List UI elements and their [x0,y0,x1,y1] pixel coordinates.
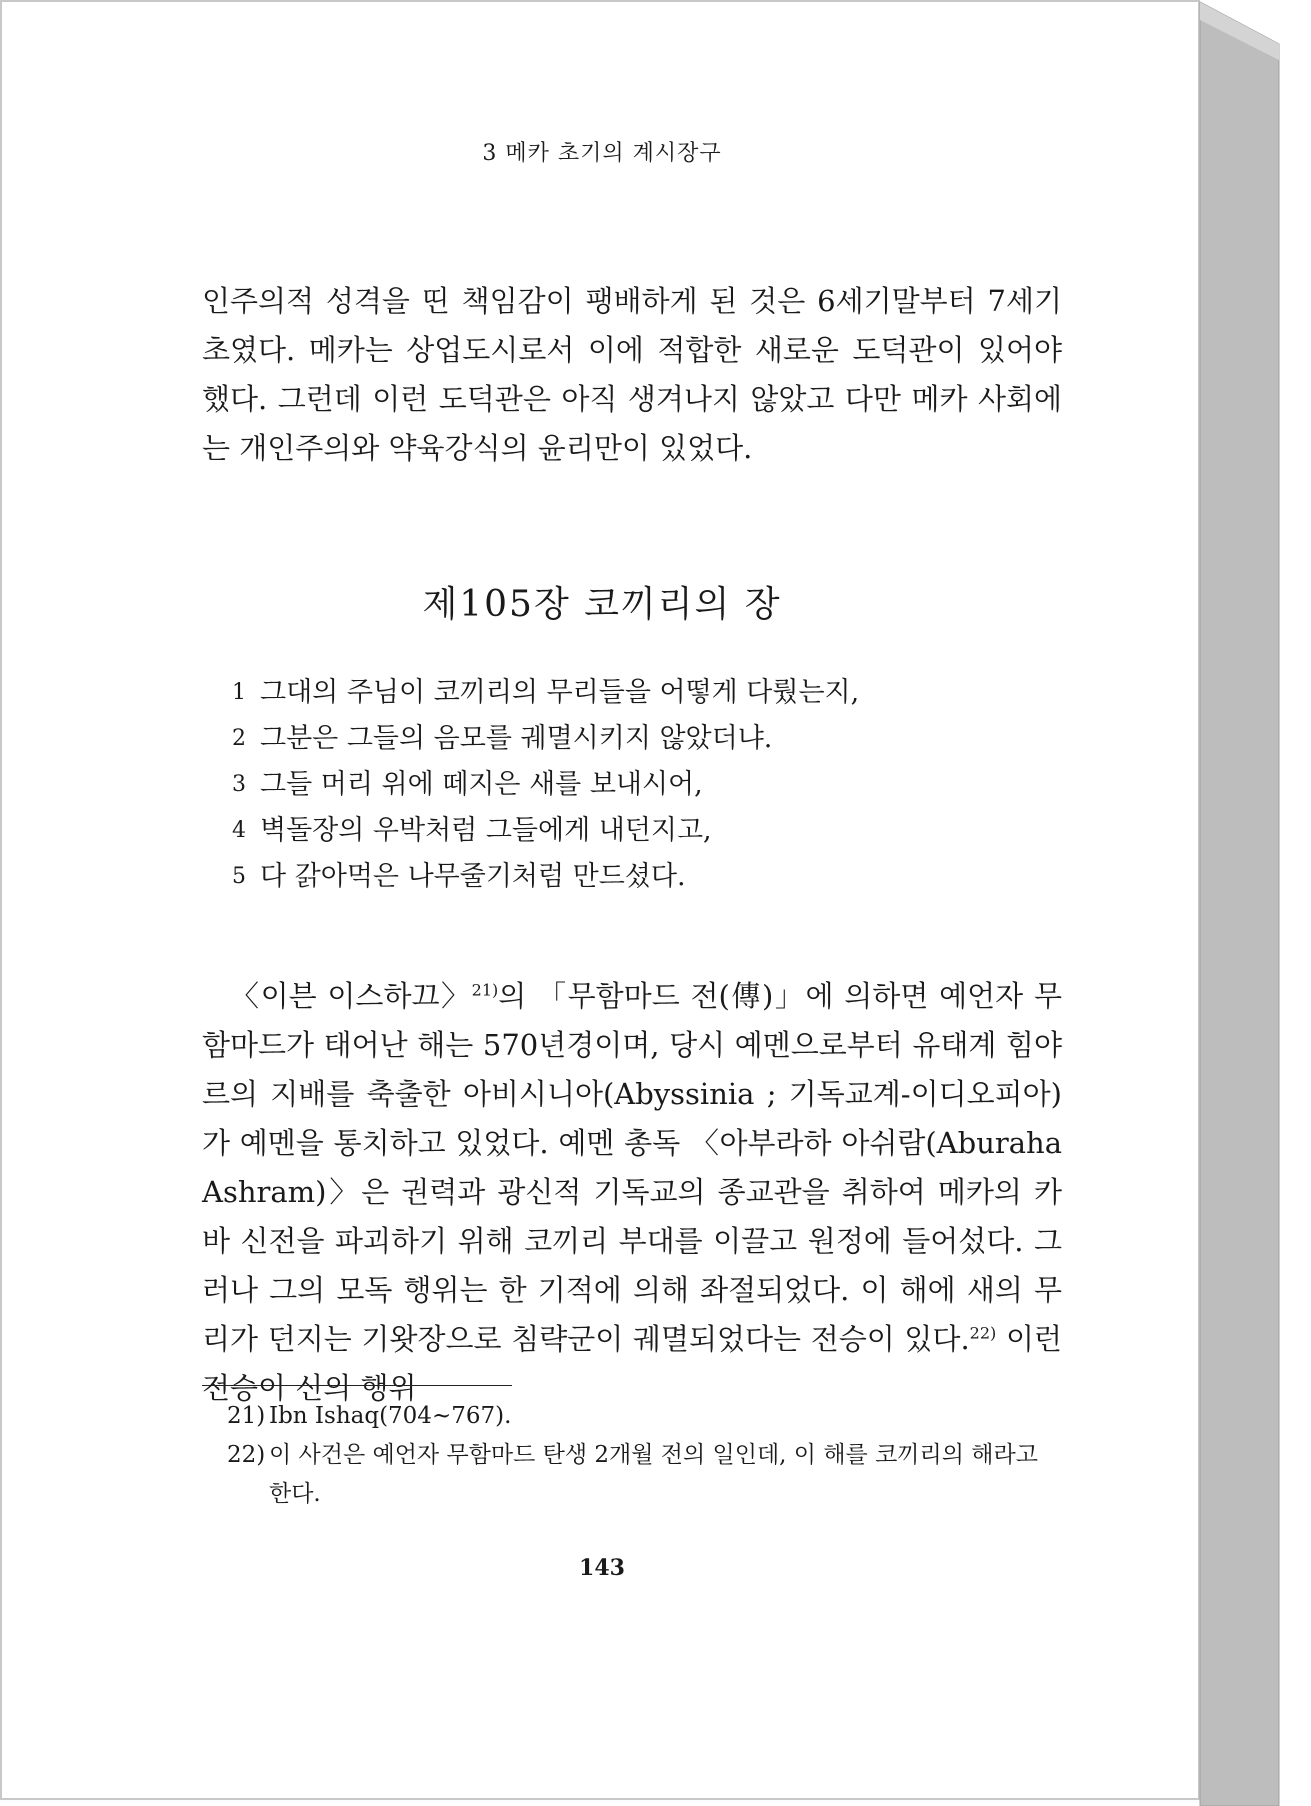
paragraph-2-part3: 이런 전승이 신의 행위 [202,1322,1062,1405]
footnote-number: 22) [227,1442,266,1468]
footnote-text: Ibn Ishaq(704~767). [269,1403,512,1429]
verse-text: 그대의 주님이 코끼리의 무리들을 어떻게 다뤘는지, [260,677,860,708]
running-header: 3 메카 초기의 계시장구 [482,141,722,166]
footnote-number: 21) [227,1403,266,1429]
verse-number: 4 [232,818,246,843]
verse-number: 1 [232,680,246,705]
verse-text: 그들 머리 위에 떼지은 새를 보내시어, [260,769,703,800]
footnote-text: 이 사건은 예언자 무함마드 탄생 2개월 전의 일인데, 이 해를 코끼리의 해라고 한다. [269,1442,1038,1507]
verse-number: 2 [232,726,246,751]
verse-text: 다 갉아먹은 나무줄기처럼 만드셨다. [260,861,686,892]
verse-text: 그분은 그들의 음모를 궤멸시키지 않았더냐. [260,723,773,754]
verse-number: 3 [232,772,246,797]
verse-text: 벽돌장의 우박처럼 그들에게 내던지고, [260,815,712,846]
page-number: 143 [579,1555,625,1581]
footnote-ref-22: 22) [969,1323,997,1343]
verse-number: 5 [232,864,246,889]
footnote-ref-21: 21) [471,980,499,1000]
paragraph-2-part1: 〈이븐 이스하끄〉 [230,979,472,1013]
chapter-title: 제105장 코끼리의 장 [422,584,782,625]
paragraph-2-part2: 의 「무함마드 전(傳)」에 의하면 예언자 무함마드가 태어난 해는 570년경이며, 당시 예멘으로부터 유태계 힘야르의 지배를 축출한 아비시니아(Abyssinia ; 기독교계-이디오피아)가 예멘을 통치하고 있었다. 예멘 총독 〈아부라하 아쉬람(Aburaha Ashram)〉은 권력과 광신적 기독교의 종교관을 취하여 메카의 카바 신전을 파괴하기 위해 코끼리 부대를 이끌고 원정에 들어섰다. 그러나 그의 모독 행위는 한 기적에 의해 좌절되었다. 이 해에 새의 무리가 던지는 기왓장으로 침략군이 궤멸되었다는 전승이 있다. [202,979,1062,1356]
paragraph-1-text: 인주의적 성격을 띤 책임감이 팽배하게 된 것은 6세기말부터 7세기초였다. 메카는 상업도시로서 이에 적합한 새로운 도덕관이 있어야 했다. 그런데 이런 도덕관은 아직 생겨나지 않았고 다만 메카 사회에는 개인주의와 약육강식의 윤리만이 있었다. [202,284,1062,465]
